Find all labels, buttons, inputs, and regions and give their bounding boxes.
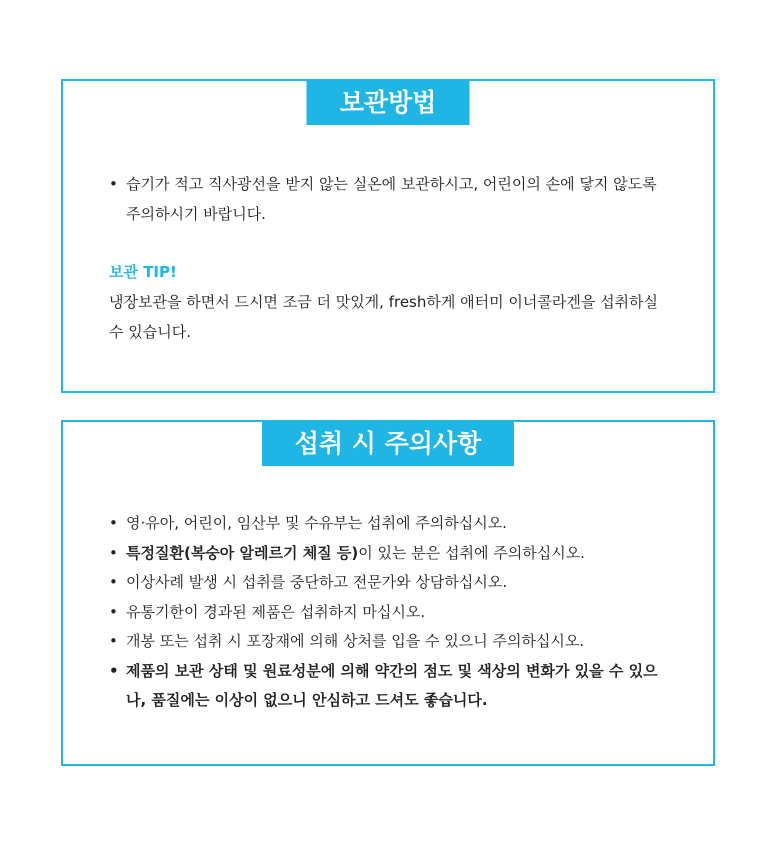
storage-section [61,79,715,393]
caution-item-text: 유통기한이 경과된 제품은 섭취하지 마십시오. [126,602,426,621]
caution-item-bold-text: 제품의 보관 상태 및 원료성분에 의해 약간의 점도 및 색상의 변화가 있을 수 있으나, 품질에는 이상이 없으니 안심하고 드셔도 좋습니다. [126,661,658,709]
bullet-icon: • [109,661,119,680]
storage-item-text: 습기가 적고 직사광선을 받지 않는 실온에 보관하시고, 어린이의 손에 닿지 않도록 주의하시기 바랍니다. [126,175,657,223]
bullet-icon: • [109,632,118,650]
caution-item-text: 영·유아, 어린이, 임산부 및 수유부는 섭취에 주의하십시오. [126,514,507,532]
caution-item-text: 이상사례 발생 시 섭취를 중단하고 전문가와 상담하십시오. [126,573,508,591]
list-item [109,657,673,716]
bullet-icon: • [109,514,118,532]
caution-title: 섭취 시 주의사항 [262,422,514,466]
caution-item-text: 개봉 또는 섭취 시 포장재에 의해 상처를 입을 수 있으니 주의하십시오. [126,632,585,650]
tip-title: 보관 TIP! [109,263,177,281]
bullet-icon: • [109,602,118,621]
tip-text: 냉장보관을 하면서 드시면 조금 더 맛있게, fresh하게 애터미 이너콜라겐을 섭취하실 수 있습니다. [109,293,659,341]
caution-list [109,509,673,716]
bullet-icon: • [109,175,118,193]
list-item [109,598,673,628]
bullet-icon: • [109,573,118,591]
storage-title: 보관방법 [307,81,470,125]
list-item [109,509,673,539]
caution-item-text: 이 있는 분은 섭취에 주의하십시오. [358,543,585,562]
list-item [109,539,673,569]
storage-tip [109,257,673,347]
bullet-icon: • [109,543,118,562]
list-item [109,169,673,229]
list-item [109,568,673,598]
caution-section [61,420,715,766]
storage-list [109,169,673,229]
caution-item-bold-text: 특정질환(복숭아 알레르기 체질 등) [126,543,359,562]
list-item [109,627,673,657]
